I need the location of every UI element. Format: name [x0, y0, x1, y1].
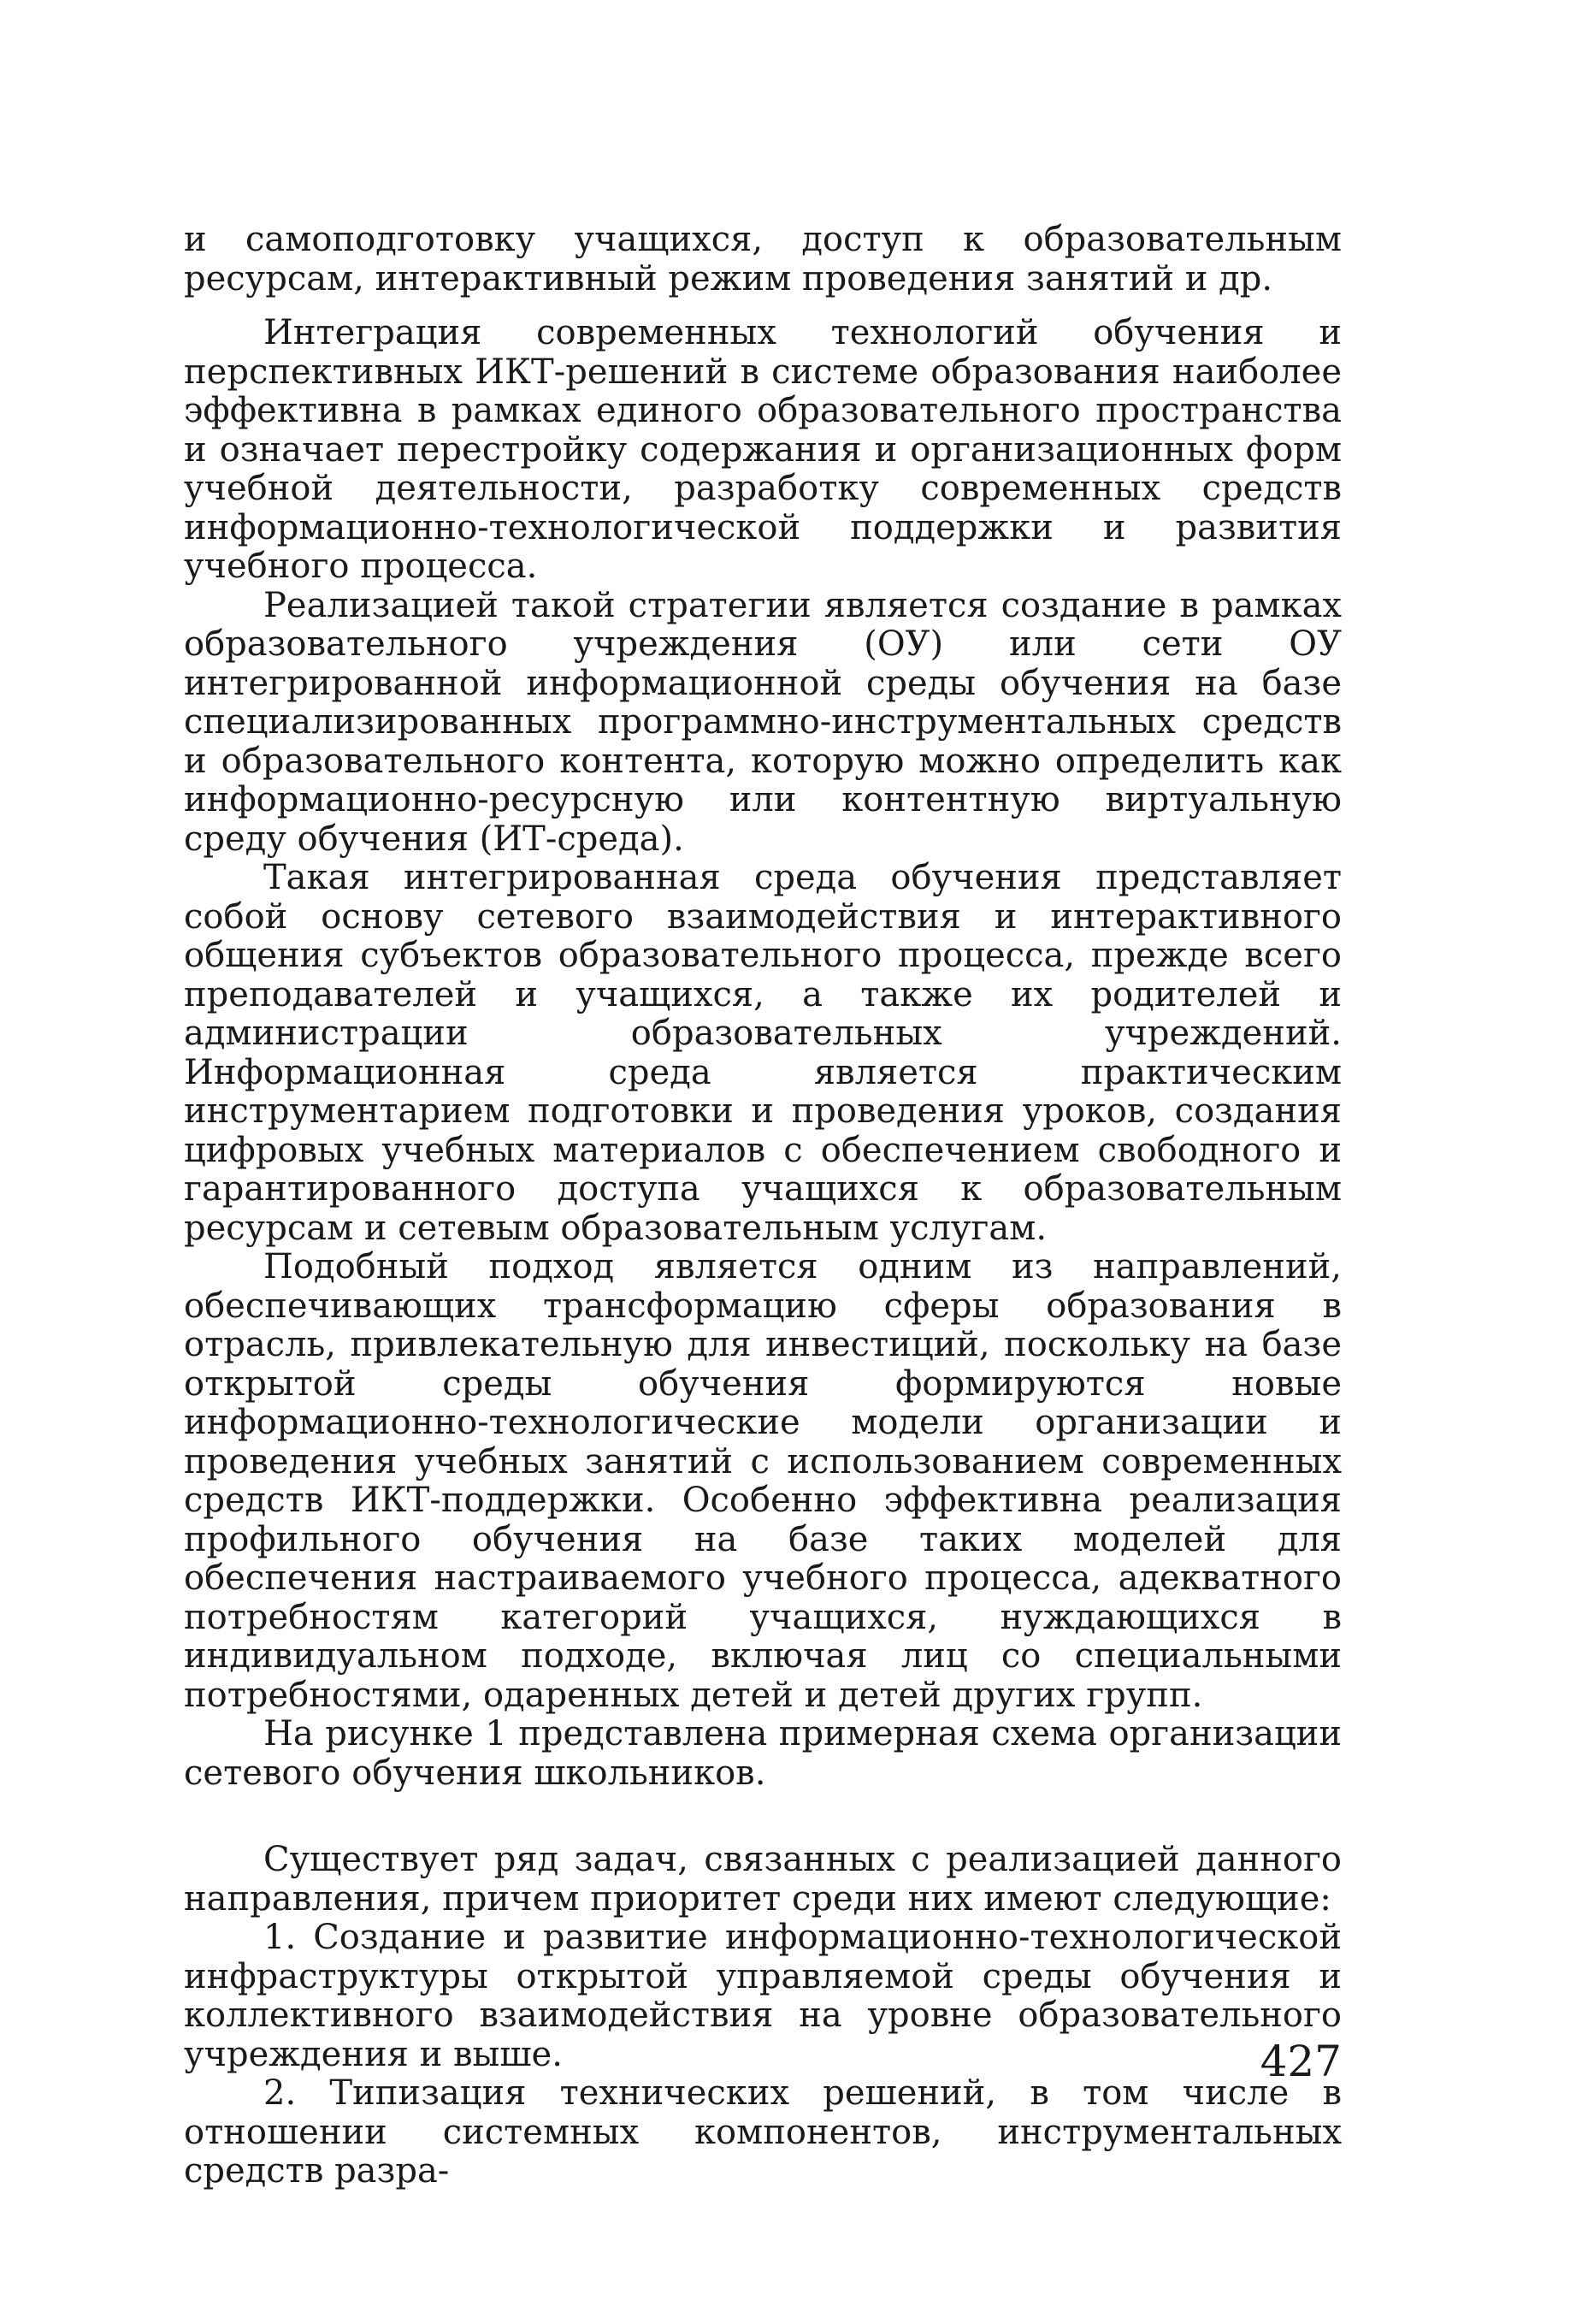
- paragraph-approach: Подобный подход является одним из направлений, обеспечивающих трансформацию сферы образования в отрасль, привлекательную для инвестиций, поскольку на базе открытой среды обучения формируются новые информационно-технологические модели организации и проведения учебных занятий с использованием современных средств ИКТ-поддержки. Особенно эффективна реализация профильного обучения на базе таких моделей для обеспечения настраиваемого учебного процесса, адекватного потребностям категорий учащихся, нуждающихся в индивидуальном подходе, включая лиц со специальными потребностями, одаренных детей и детей других групп.: [184, 1247, 1342, 1715]
- list-item-2: 2. Типизация технических решений, в том числе в отношении системных компонентов, инструментальных средств разра-: [184, 2073, 1342, 2191]
- paragraph-continuation: и самоподготовку учащихся, доступ к образовательным ресурсам, интерактивный режим проведения занятий и др.: [184, 220, 1342, 299]
- paragraph-integration: Интеграция современных технологий обучения и перспективных ИКТ-решений в системе образования наиболее эффективна в рамках единого образовательного пространства и означает перестройку содержания и организационных форм учебной деятельности, разработку современных средств информационно-технологической поддержки и развития учебного процесса.: [184, 313, 1342, 586]
- paragraph-figure-reference: На рисунке 1 представлена примерная схема организации сетевого обучения школьников.: [184, 1714, 1342, 1793]
- paragraph-strategy: Реализацией такой стратегии является создание в рамках образовательного учреждения (ОУ) или сети ОУ интегрированной информационной среды обучения на базе специализированных программно-инструментальных средств и образовательного контента, которую можно определить как информационно-ресурсную или контентную виртуальную среду обучения (ИТ-среда).: [184, 585, 1342, 859]
- page-body: [184, 221, 1342, 2191]
- list-item-1: 1. Создание и развитие информационно-технологической инфраструктуры открытой управляемой среды обучения и коллективного взаимодействия на уровне образовательного учреждения и выше.: [184, 1918, 1342, 2074]
- paragraph-environment: Такая интегрированная среда обучения представляет собой основу сетевого взаимодействия и интерактивного общения субъектов образовательного процесса, прежде всего преподавателей и учащихся, а также их родителей и администрации образовательных учреждений. Информационная среда является практическим инструментарием подготовки и проведения уроков, создания цифровых учебных материалов с обеспечением свободного и гарантированного доступа учащихся к образовательным ресурсам и сетевым образовательным услугам.: [184, 858, 1342, 1248]
- paragraph-tasks-intro: Существует ряд задач, связанных с реализацией данного направления, причем приоритет среди них имеют следующие:: [184, 1840, 1342, 1919]
- page-number: 427: [1260, 2037, 1342, 2086]
